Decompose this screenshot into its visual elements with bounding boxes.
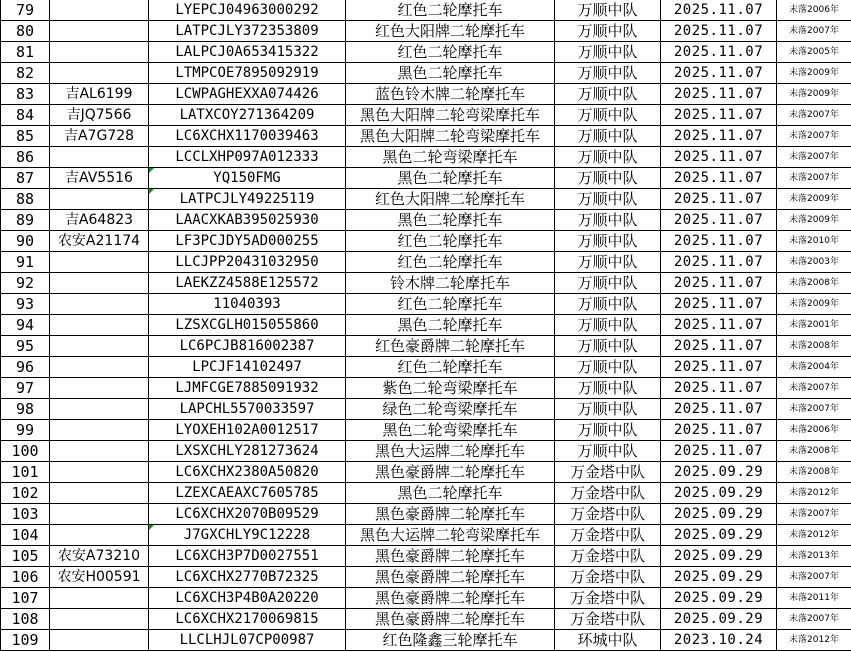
date-cell[interactable]: 2025.11.07 <box>661 126 777 147</box>
plate-number-cell[interactable]: 吉AL6199 <box>50 84 149 105</box>
table-row <box>1 42 851 63</box>
plate-number-cell[interactable] <box>50 483 149 504</box>
row-number-cell[interactable]: 104 <box>1 525 50 546</box>
date-cell[interactable]: 2025.11.07 <box>661 357 777 378</box>
table-row <box>1 84 851 105</box>
table-row <box>1 336 851 357</box>
row-number-cell[interactable]: 79 <box>1 0 50 21</box>
plate-number-cell[interactable] <box>50 63 149 84</box>
plate-number-cell[interactable]: 农安H00591 <box>50 567 149 588</box>
plate-number-cell[interactable]: 吉AV5516 <box>50 168 149 189</box>
plate-number-cell[interactable] <box>50 504 149 525</box>
table-row <box>1 252 851 273</box>
vehicle-description-cell[interactable]: 黑色二轮摩托车 <box>346 315 555 336</box>
vin-cell[interactable]: LC6XCHX2770B72325 <box>149 567 346 588</box>
vehicle-description-cell[interactable]: 黑色大阳牌二轮弯梁摩托车 <box>346 105 555 126</box>
table-row <box>1 483 851 504</box>
note-cell[interactable]: 未落2003年 <box>777 252 851 273</box>
date-cell[interactable]: 2025.09.29 <box>661 504 777 525</box>
vin-cell[interactable]: LYOXEH102A0012517 <box>149 420 346 441</box>
vehicle-description-cell[interactable]: 绿色二轮弯梁摩托车 <box>346 399 555 420</box>
date-cell[interactable]: 2025.09.29 <box>661 462 777 483</box>
note-cell[interactable]: 未落2007年 <box>777 126 851 147</box>
note-cell[interactable]: 未落2007年 <box>777 399 851 420</box>
note-cell[interactable]: 未落2012年 <box>777 483 851 504</box>
vehicle-description-cell[interactable]: 黑色大阳牌二轮弯梁摩托车 <box>346 126 555 147</box>
squad-cell[interactable]: 万顺中队 <box>555 252 661 273</box>
note-cell[interactable]: 未落2012年 <box>777 630 851 651</box>
vin-cell[interactable]: 11040393 <box>149 294 346 315</box>
squad-cell[interactable]: 万顺中队 <box>555 42 661 63</box>
row-number-cell[interactable]: 88 <box>1 189 50 210</box>
note-cell[interactable]: 未落2004年 <box>777 357 851 378</box>
row-number-cell[interactable]: 84 <box>1 105 50 126</box>
plate-number-cell[interactable] <box>50 42 149 63</box>
plate-number-cell[interactable] <box>50 147 149 168</box>
plate-number-cell[interactable] <box>50 21 149 42</box>
squad-cell[interactable]: 万金塔中队 <box>555 567 661 588</box>
squad-cell[interactable]: 万金塔中队 <box>555 504 661 525</box>
squad-cell[interactable]: 万顺中队 <box>555 336 661 357</box>
row-number-cell[interactable]: 101 <box>1 462 50 483</box>
vehicle-description-cell[interactable]: 红色二轮摩托车 <box>346 252 555 273</box>
vehicle-description-cell[interactable]: 黑色二轮摩托车 <box>346 483 555 504</box>
date-cell[interactable]: 2025.11.07 <box>661 420 777 441</box>
date-cell[interactable]: 2025.09.29 <box>661 567 777 588</box>
vin-cell[interactable]: LATPCJLY372353809 <box>149 21 346 42</box>
table-row <box>1 546 851 567</box>
note-cell[interactable]: 未落2005年 <box>777 42 851 63</box>
vehicle-description-cell[interactable]: 红色二轮摩托车 <box>346 294 555 315</box>
row-number-cell[interactable]: 99 <box>1 420 50 441</box>
date-cell[interactable]: 2025.11.07 <box>661 315 777 336</box>
row-number-cell[interactable]: 100 <box>1 441 50 462</box>
plate-number-cell[interactable] <box>50 357 149 378</box>
plate-number-cell[interactable]: 农安A21174 <box>50 231 149 252</box>
date-cell[interactable]: 2025.11.07 <box>661 0 777 21</box>
date-cell[interactable]: 2025.11.07 <box>661 147 777 168</box>
row-number-cell[interactable]: 90 <box>1 231 50 252</box>
date-cell[interactable]: 2025.11.07 <box>661 378 777 399</box>
plate-number-cell[interactable] <box>50 252 149 273</box>
squad-cell[interactable]: 万金塔中队 <box>555 483 661 504</box>
table-row <box>1 231 851 252</box>
date-cell[interactable]: 2025.09.29 <box>661 609 777 630</box>
table-row <box>1 462 851 483</box>
date-cell[interactable]: 2025.09.29 <box>661 588 777 609</box>
table-row <box>1 189 851 210</box>
note-cell[interactable]: 未落2009年 <box>777 84 851 105</box>
note-cell[interactable]: 未落2007年 <box>777 567 851 588</box>
note-cell[interactable]: 未落2007年 <box>777 105 851 126</box>
vin-cell[interactable]: LC6PCJB816002387 <box>149 336 346 357</box>
vehicle-description-cell[interactable]: 黑色二轮摩托车 <box>346 168 555 189</box>
squad-cell[interactable]: 万金塔中队 <box>555 588 661 609</box>
table-row <box>1 441 851 462</box>
table-row <box>1 105 851 126</box>
vin-cell[interactable]: LYEPCJ04963000292 <box>149 0 346 21</box>
row-number-cell[interactable]: 85 <box>1 126 50 147</box>
plate-number-cell[interactable] <box>50 525 149 546</box>
note-cell[interactable]: 未落2007年 <box>777 504 851 525</box>
plate-number-cell[interactable] <box>50 336 149 357</box>
row-number-cell[interactable]: 108 <box>1 609 50 630</box>
squad-cell[interactable]: 万顺中队 <box>555 357 661 378</box>
vehicle-description-cell[interactable]: 铃木牌二轮摩托车 <box>346 273 555 294</box>
note-cell[interactable]: 未落2012年 <box>777 525 851 546</box>
vehicle-description-cell[interactable]: 黑色豪爵牌二轮摩托车 <box>346 588 555 609</box>
vehicle-description-cell[interactable]: 红色大阳牌二轮摩托车 <box>346 21 555 42</box>
vehicle-description-cell[interactable]: 红色隆鑫三轮摩托车 <box>346 630 555 651</box>
vehicle-description-cell[interactable]: 黑色大运牌二轮弯梁摩托车 <box>346 525 555 546</box>
vin-cell[interactable]: LALPCJ0A653415322 <box>149 42 346 63</box>
note-cell[interactable]: 未落2010年 <box>777 231 851 252</box>
squad-cell[interactable]: 万金塔中队 <box>555 546 661 567</box>
squad-cell[interactable]: 万顺中队 <box>555 294 661 315</box>
vin-cell[interactable]: LC6XCHX2380A50820 <box>149 462 346 483</box>
squad-cell[interactable]: 万金塔中队 <box>555 609 661 630</box>
plate-number-cell[interactable] <box>50 420 149 441</box>
squad-cell[interactable]: 万顺中队 <box>555 420 661 441</box>
note-cell[interactable]: 未落2008年 <box>777 273 851 294</box>
vin-cell[interactable]: LPCJF14102497 <box>149 357 346 378</box>
date-cell[interactable]: 2025.11.07 <box>661 441 777 462</box>
note-cell[interactable]: 未落2013年 <box>777 546 851 567</box>
plate-number-cell[interactable] <box>50 399 149 420</box>
vehicle-description-cell[interactable]: 黑色二轮弯梁摩托车 <box>346 147 555 168</box>
table-row <box>1 399 851 420</box>
note-cell[interactable]: 未落2008年 <box>777 441 851 462</box>
vin-cell[interactable]: LCCLXHP097A012333 <box>149 147 346 168</box>
vehicle-description-cell[interactable]: 黑色二轮摩托车 <box>346 210 555 231</box>
plate-number-cell[interactable] <box>50 0 149 21</box>
vin-cell[interactable]: YQ150FMG <box>149 168 346 189</box>
note-cell[interactable]: 未落2007年 <box>777 378 851 399</box>
row-number-cell[interactable]: 93 <box>1 294 50 315</box>
note-cell[interactable]: 未落2009年 <box>777 210 851 231</box>
table-row <box>1 0 851 21</box>
date-cell[interactable]: 2025.09.29 <box>661 546 777 567</box>
plate-number-cell[interactable]: 吉JQ7566 <box>50 105 149 126</box>
plate-number-cell[interactable] <box>50 462 149 483</box>
vehicle-description-cell[interactable]: 红色豪爵牌二轮摩托车 <box>346 336 555 357</box>
plate-number-cell[interactable]: 吉A64823 <box>50 210 149 231</box>
vehicle-description-cell[interactable]: 黑色二轮弯梁摩托车 <box>346 420 555 441</box>
date-cell[interactable]: 2025.11.07 <box>661 84 777 105</box>
date-cell[interactable]: 2025.11.07 <box>661 399 777 420</box>
vehicle-description-cell[interactable]: 黑色豪爵牌二轮摩托车 <box>346 567 555 588</box>
squad-cell[interactable]: 万顺中队 <box>555 168 661 189</box>
row-number-cell[interactable]: 98 <box>1 399 50 420</box>
vehicle-description-cell[interactable]: 红色二轮摩托车 <box>346 357 555 378</box>
vehicle-description-cell[interactable]: 黑色豪爵牌二轮摩托车 <box>346 504 555 525</box>
row-number-cell[interactable]: 107 <box>1 588 50 609</box>
note-cell[interactable]: 未落2007年 <box>777 147 851 168</box>
squad-cell[interactable]: 万顺中队 <box>555 0 661 21</box>
plate-number-cell[interactable] <box>50 273 149 294</box>
table-row <box>1 504 851 525</box>
row-number-cell[interactable]: 86 <box>1 147 50 168</box>
table-row <box>1 588 851 609</box>
date-cell[interactable]: 2025.11.07 <box>661 168 777 189</box>
plate-number-cell[interactable] <box>50 609 149 630</box>
squad-cell[interactable]: 万顺中队 <box>555 63 661 84</box>
vin-cell[interactable]: LLCLHJL07CP00987 <box>149 630 346 651</box>
squad-cell[interactable]: 环城中队 <box>555 630 661 651</box>
vin-cell[interactable]: LXSXCHLY281273624 <box>149 441 346 462</box>
note-cell[interactable]: 未落2006年 <box>777 420 851 441</box>
vin-cell[interactable]: J7GXCHLY9C12228 <box>149 525 346 546</box>
table-row <box>1 420 851 441</box>
date-cell[interactable]: 2025.11.07 <box>661 189 777 210</box>
vin-cell[interactable]: LCWPAGHEXXA074426 <box>149 84 346 105</box>
plate-number-cell[interactable] <box>50 588 149 609</box>
table-row <box>1 357 851 378</box>
row-number-cell[interactable]: 97 <box>1 378 50 399</box>
vehicle-description-cell[interactable]: 紫色二轮弯梁摩托车 <box>346 378 555 399</box>
squad-cell[interactable]: 万顺中队 <box>555 21 661 42</box>
date-cell[interactable]: 2025.11.07 <box>661 336 777 357</box>
vin-cell[interactable]: LF3PCJDY5AD000255 <box>149 231 346 252</box>
row-number-cell[interactable]: 109 <box>1 630 50 651</box>
squad-cell[interactable]: 万顺中队 <box>555 378 661 399</box>
table-row <box>1 21 851 42</box>
table-row <box>1 525 851 546</box>
squad-cell[interactable]: 万顺中队 <box>555 126 661 147</box>
squad-cell[interactable]: 万顺中队 <box>555 315 661 336</box>
date-cell[interactable]: 2025.11.07 <box>661 42 777 63</box>
table-row <box>1 609 851 630</box>
row-number-cell[interactable]: 103 <box>1 504 50 525</box>
date-cell[interactable]: 2025.11.07 <box>661 63 777 84</box>
squad-cell[interactable]: 万顺中队 <box>555 399 661 420</box>
vin-cell[interactable]: LAEKZZ4588E125572 <box>149 273 346 294</box>
plate-number-cell[interactable]: 吉A7G728 <box>50 126 149 147</box>
row-number-cell[interactable]: 83 <box>1 84 50 105</box>
vin-cell[interactable]: LJMFCGE7885091932 <box>149 378 346 399</box>
date-cell[interactable]: 2025.11.07 <box>661 231 777 252</box>
row-number-cell[interactable]: 95 <box>1 336 50 357</box>
note-cell[interactable]: 未落2006年 <box>777 0 851 21</box>
plate-number-cell[interactable] <box>50 630 149 651</box>
note-cell[interactable]: 未落2009年 <box>777 63 851 84</box>
plate-number-cell[interactable] <box>50 441 149 462</box>
vin-cell[interactable]: LZEXCAEAXC7605785 <box>149 483 346 504</box>
table-body <box>1 0 851 651</box>
note-cell[interactable]: 未落2008年 <box>777 336 851 357</box>
row-number-cell[interactable]: 96 <box>1 357 50 378</box>
table-row <box>1 210 851 231</box>
squad-cell[interactable]: 万顺中队 <box>555 147 661 168</box>
row-number-cell[interactable]: 80 <box>1 21 50 42</box>
vin-cell[interactable]: LATXCOY271364209 <box>149 105 346 126</box>
squad-cell[interactable]: 万顺中队 <box>555 105 661 126</box>
squad-cell[interactable]: 万顺中队 <box>555 210 661 231</box>
vehicle-description-cell[interactable]: 蓝色铃木牌二轮摩托车 <box>346 84 555 105</box>
vin-cell[interactable]: LC6XCHX2170069815 <box>149 609 346 630</box>
table-row <box>1 126 851 147</box>
vehicle-description-cell[interactable]: 黑色大运牌二轮摩托车 <box>346 441 555 462</box>
vin-cell[interactable]: LAACXKAB395025930 <box>149 210 346 231</box>
table-row <box>1 294 851 315</box>
date-cell[interactable]: 2025.11.07 <box>661 21 777 42</box>
note-cell[interactable]: 未落2007年 <box>777 168 851 189</box>
vin-cell[interactable]: LZSXCGLH015055860 <box>149 315 346 336</box>
table-row <box>1 63 851 84</box>
row-number-cell[interactable]: 102 <box>1 483 50 504</box>
plate-number-cell[interactable] <box>50 189 149 210</box>
row-number-cell[interactable]: 91 <box>1 252 50 273</box>
vin-cell[interactable]: LC6XCH3P7D0027551 <box>149 546 346 567</box>
note-cell[interactable]: 未落2011年 <box>777 588 851 609</box>
row-number-cell[interactable]: 81 <box>1 42 50 63</box>
table-row <box>1 273 851 294</box>
date-cell[interactable]: 2025.11.07 <box>661 210 777 231</box>
vehicle-description-cell[interactable]: 黑色豪爵牌二轮摩托车 <box>346 462 555 483</box>
squad-cell[interactable]: 万金塔中队 <box>555 462 661 483</box>
plate-number-cell[interactable] <box>50 315 149 336</box>
date-cell[interactable]: 2025.09.29 <box>661 483 777 504</box>
squad-cell[interactable]: 万金塔中队 <box>555 525 661 546</box>
row-number-cell[interactable]: 105 <box>1 546 50 567</box>
vehicle-description-cell[interactable]: 黑色豪爵牌二轮摩托车 <box>346 609 555 630</box>
row-number-cell[interactable]: 89 <box>1 210 50 231</box>
table-row <box>1 168 851 189</box>
note-cell[interactable]: 未落2008年 <box>777 462 851 483</box>
table-row <box>1 147 851 168</box>
squad-cell[interactable]: 万顺中队 <box>555 189 661 210</box>
note-cell[interactable]: 未落2009年 <box>777 294 851 315</box>
note-cell[interactable]: 未落2007年 <box>777 609 851 630</box>
row-number-cell[interactable]: 92 <box>1 273 50 294</box>
plate-number-cell[interactable] <box>50 294 149 315</box>
vehicle-description-cell[interactable]: 黑色豪爵牌二轮摩托车 <box>346 546 555 567</box>
table-row <box>1 567 851 588</box>
row-number-cell[interactable]: 106 <box>1 567 50 588</box>
vehicle-description-cell[interactable]: 红色二轮摩托车 <box>346 42 555 63</box>
note-cell[interactable]: 未落2007年 <box>777 21 851 42</box>
vehicle-description-cell[interactable]: 黑色二轮摩托车 <box>346 63 555 84</box>
vin-cell[interactable]: LC6XCH3P4B0A20220 <box>149 588 346 609</box>
squad-cell[interactable]: 万顺中队 <box>555 441 661 462</box>
squad-cell[interactable]: 万顺中队 <box>555 273 661 294</box>
note-cell[interactable]: 未落2009年 <box>777 189 851 210</box>
vin-cell[interactable]: LAPCHL5570033597 <box>149 399 346 420</box>
vehicle-description-cell[interactable]: 红色二轮摩托车 <box>346 231 555 252</box>
date-cell[interactable]: 2025.09.29 <box>661 525 777 546</box>
squad-cell[interactable]: 万顺中队 <box>555 84 661 105</box>
date-cell[interactable]: 2023.10.24 <box>661 630 777 651</box>
plate-number-cell[interactable] <box>50 378 149 399</box>
date-cell[interactable]: 2025.11.07 <box>661 294 777 315</box>
date-cell[interactable]: 2025.11.07 <box>661 252 777 273</box>
row-number-cell[interactable]: 82 <box>1 63 50 84</box>
vehicle-description-cell[interactable]: 红色二轮摩托车 <box>346 0 555 21</box>
row-number-cell[interactable]: 94 <box>1 315 50 336</box>
vehicle-description-cell[interactable]: 红色大阳牌二轮摩托车 <box>346 189 555 210</box>
note-cell[interactable]: 未落2001年 <box>777 315 851 336</box>
table-row <box>1 630 851 651</box>
squad-cell[interactable]: 万顺中队 <box>555 231 661 252</box>
table-row <box>1 378 851 399</box>
vin-cell[interactable]: LC6XCHX2070B09529 <box>149 504 346 525</box>
vin-cell[interactable]: LATPCJLY49225119 <box>149 189 346 210</box>
table-row <box>1 315 851 336</box>
vin-cell[interactable]: LTMPCOE7895092919 <box>149 63 346 84</box>
vin-cell[interactable]: LC6XCHX1170039463 <box>149 126 346 147</box>
row-number-cell[interactable]: 87 <box>1 168 50 189</box>
plate-number-cell[interactable]: 农安A73210 <box>50 546 149 567</box>
date-cell[interactable]: 2025.11.07 <box>661 273 777 294</box>
date-cell[interactable]: 2025.11.07 <box>661 105 777 126</box>
vin-cell[interactable]: LLCJPP20431032950 <box>149 252 346 273</box>
